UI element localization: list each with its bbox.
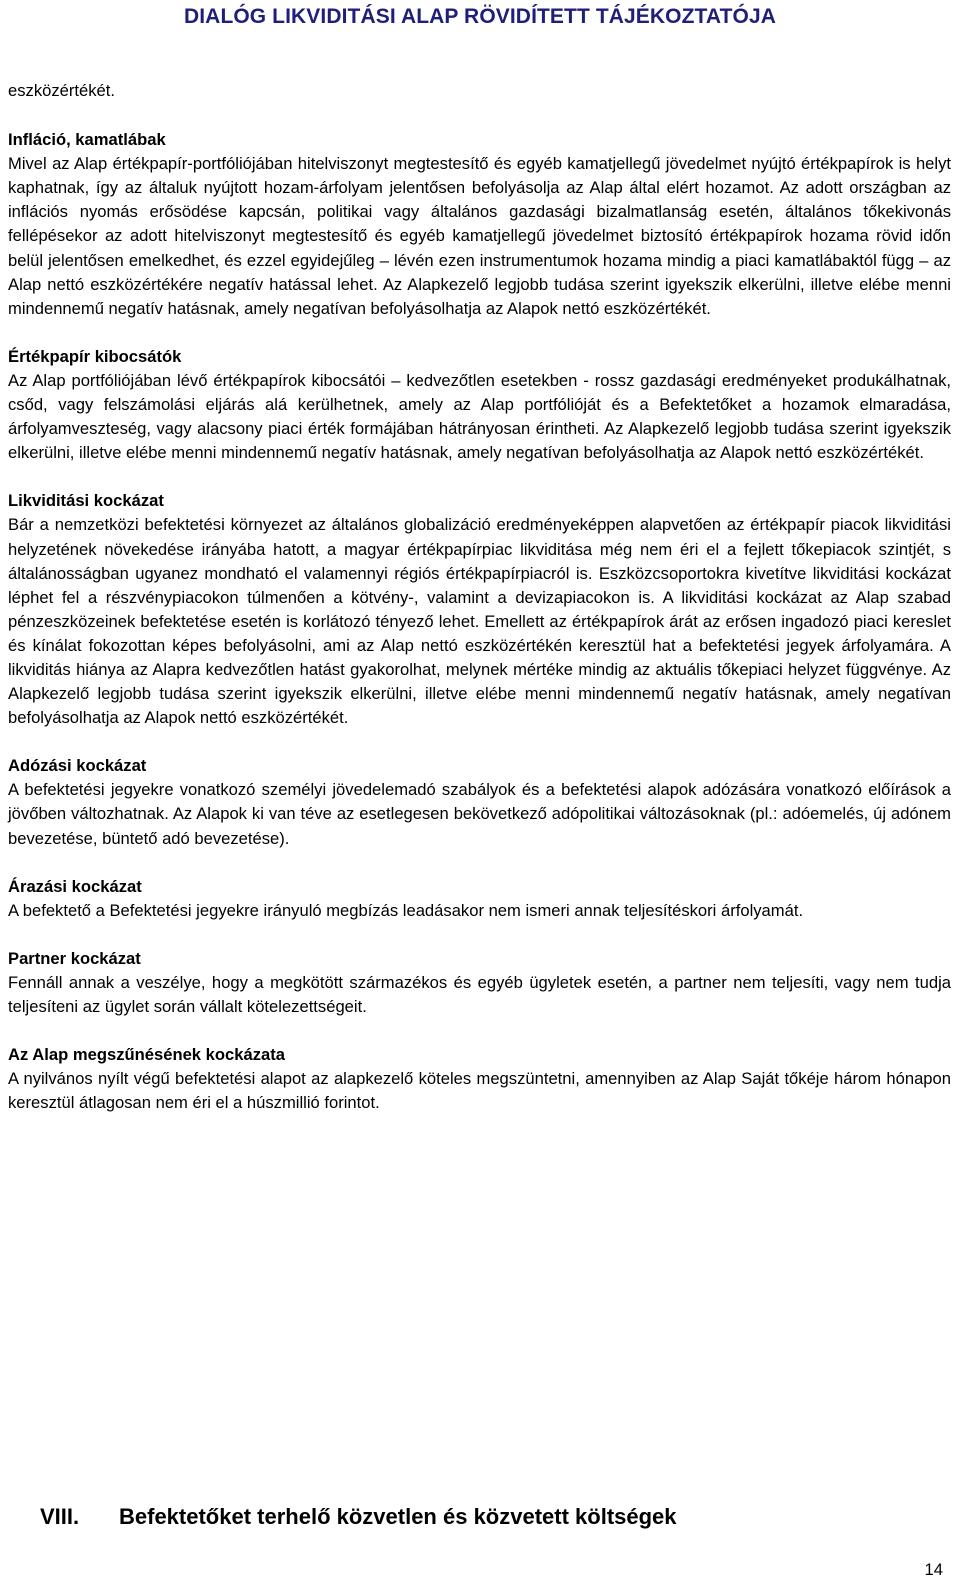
section-paragraph: Fennáll annak a veszélye, hogy a megkötött származékos és egyéb ügyletek esetén, a partner nem teljesíti, vagy nem tudja teljesíteni az ügylet során vállalt kötelezettségeit.	[8, 972, 951, 1016]
section-alap-megszunes	[8, 1043, 951, 1115]
page-number: 14	[924, 1560, 943, 1579]
section-heading: Árazási kockázat	[8, 876, 142, 896]
section-likviditasi-kockazat	[8, 489, 951, 730]
section-partner-kockazat	[8, 947, 951, 1019]
chapter-title: Befektetőket terhelő közvetlen és közvetett költségek	[119, 1504, 677, 1529]
section-heading: Likviditási kockázat	[8, 491, 164, 511]
section-adozasi-kockazat	[8, 754, 951, 850]
section-paragraph: A befektető a Befektetési jegyekre irányuló megbízás leadásakor nem ismeri annak teljesítéskori árfolyamát.	[8, 900, 804, 920]
section-arazasi-kockazat	[8, 875, 951, 923]
section-ertekpapir-kibocsatok	[8, 345, 951, 465]
section-heading: Értékpapír kibocsátók	[8, 346, 182, 366]
section-heading: Adózási kockázat	[8, 756, 147, 776]
section-heading: Infláció, kamatlábak	[8, 130, 166, 150]
section-paragraph: Bár a nemzetközi befektetési környezet az általános globalizáció eredményeképpen alapvetően az értékpapír piacok likviditási helyzetének növekedése irányába hatott, a magyar értékpapírpiac likviditása még nem éri el a fejlett tőkepiacok szintjét, s általánosságban ugyanez mondható el valamennyi régiós értékpapírpiacról is. Eszközcsoportokra kivetítve likviditási kockázat léphet fel a részvénypiacokon túlmenően a kötvény-, valamint a devizapiacokon is. A likviditási kockázat az Alap szabad pénzeszközeinek befektetése esetén is korlátozó tényező lehet. Emellett az értékpapírok árát az erősen ingadozó piaci kereslet és kínálat fokozottan képes befolyásolni, ami az Alap nettó eszközértékén keresztül hat a befektetési jegyek árfolyamára. A likviditás hiánya az Alapra kedvezőtlen hatást gyakorolhat, melynek mértéke mindig az aktuális tőkepiaci helyzet függvénye. Az Alapkezelő legjobb tudása szerint igyekszik elkerülni, illetve elébe menni mindennemű negatív hatásnak, amely negatívan befolyásolhatja az Alapok nettó eszközértékét.	[8, 515, 951, 728]
chapter-heading	[40, 1503, 677, 1531]
section-paragraph: A nyilvános nyílt végű befektetési alapot az alapkezelő köteles megszüntetni, amennyiben az Alap Saját tőkéje három hónapon keresztül átlagosan nem éri el a húszmillió forintot.	[8, 1069, 951, 1113]
section-paragraph: Az Alap portfóliójában lévő értékpapírok kibocsátói – kedvezőtlen esetekben - rossz gazdasági eredményeket produkálhatnak, csőd, vagy felszámolási eljárás alá kerülhetnek, amely az Alap portfólióját és a Befektetőket a hozamok elmaradása, árfolyamveszteség, vagy alacsony piaci érték formájában hátrányosan érintheti. Az Alapkezelő legjobb tudása szerint igyekszik elkerülni, illetve elébe menni mindennemű negatív hatásnak, amely negatívan befolyásolhatja az Alapok nettó eszközértékét.	[8, 370, 951, 463]
document-body	[8, 79, 951, 1139]
section-inflacio	[8, 128, 951, 321]
section-paragraph: A befektetési jegyekre vonatkozó személyi jövedelemadó szabályok és a befektetési alapok adózására vonatkozó előírások a jövőben változhatnak. Az Alapok ki van téve az esetlegesen bekövetkező adópolitikai változásoknak (pl.: adóemelés, új adónem bevezetése, büntető adó bevezetése).	[8, 780, 951, 848]
continuation-text: eszközértékét.	[8, 81, 115, 100]
section-paragraph: Mivel az Alap értékpapír-portfóliójában hitelviszonyt megtestesítő és egyéb kamatjellegű jövedelmet nyújtó értékpapírok is helyt kaphatnak, így az általuk nyújtott hozam-árfolyam jelentősen befolyásolja az Alap által elért hozamot. Az adott országban az inflációs nyomás erősödése kapcsán, politikai vagy általános gazdasági bizalmatlanság esetén, általános tőkekivonás fellépésekor az adott hitelviszonyt megtestesítő és egyéb kamatjellegű jövedelmet biztosító értékpapírok hozama rövid időn belül jelentősen emelkedhet, és ezzel egyidejűleg – lévén ezen instrumentumok hozama mindig a piaci kamatlábaktól függ – az Alap nettó eszközértékére negatív hatással lehet. Az Alapkezelő legjobb tudása szerint igyekszik elkerülni, illetve elébe menni mindennemű negatív hatásnak, amely negatívan befolyásolhatja az Alapok nettó eszközértékét.	[8, 154, 951, 318]
section-heading: Az Alap megszűnésének kockázata	[8, 1045, 285, 1065]
document-header-title: DIALÓG LIKVIDITÁSI ALAP RÖVIDÍTETT TÁJÉKOZTATÓJA	[183, 5, 777, 28]
document-header	[0, 4, 960, 30]
section-heading: Partner kockázat	[8, 948, 141, 968]
chapter-number: VIII.	[40, 1504, 80, 1529]
